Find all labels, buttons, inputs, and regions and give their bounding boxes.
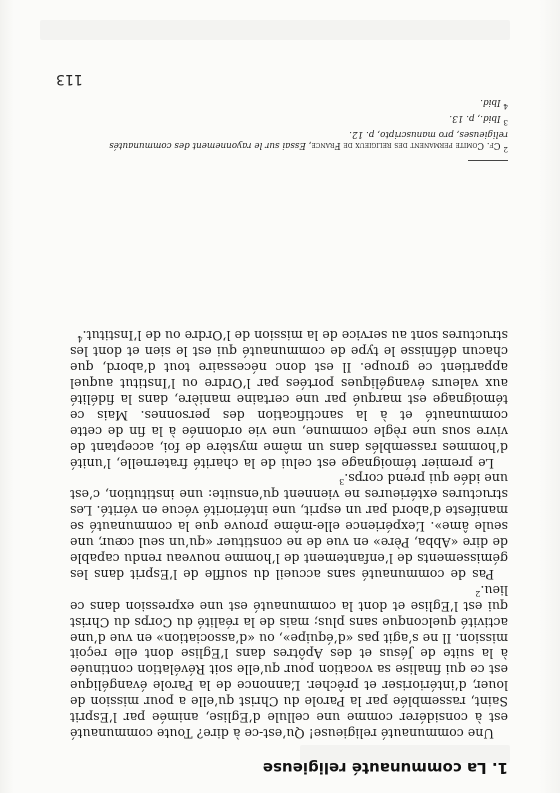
paragraph-3: Le premier témoignage est celui de la charité fraternelle, l’unité d’hommes rassemblés dans un même mystère de foi, acceptant de vivre sous une règle commune, une vie ordonnée à la fin de cette communauté et à la sanctification des personnes. Mais ce témoignage est marqué par une certaine manière, dans la fidélité aux valeurs évangéliques portées par l’Ordre ou l’Institut auquel appartient ce groupe. Il est donc nécessaire tout d’abord, que chacun définisse le type de communauté qui est le sien et dont les structures sont au service de la mission de l’Ordre ou de l’Institut.$^4$	[70, 328, 508, 471]
footnotes	[78, 96, 508, 155]
paragraph-1: Une communauté religieuse! Qu’est-ce à dire? Toute communauté est à considérer comme une cellule d’Eglise, animée par l’Esprit Saint, rassemblée par la Parole du Christ qu’elle a pour mission de louer, d’intérioriser et prêcher. L’annonce de la Parole évangélique est ce qui finalise sa vocation pour qu’elle soit Révélation continuée à la suite de Jésus et des Apôtres dans l’Eglise dont elle reçoit mission. Il ne s’agit pas «d’équipe», ou «d’association» en vue d’une activité quelconque sans plus; mais de la réalité du Corps du Christ qui est l’Eglise et dont la communauté est une expression dans ce lieu.$^2$	[70, 582, 508, 741]
footnote: $^4$ Ibid.	[480, 97, 508, 112]
note-marker: 4	[77, 334, 83, 344]
note-marker: 3	[339, 477, 345, 487]
footnote-rule	[468, 160, 508, 161]
section-heading: 1. La communauté religieuse	[262, 759, 508, 777]
body-text	[70, 327, 508, 741]
footnote: $^2$ Cf. Comite permanent des religieux de France, Essai sur le rayonnement des communautés religieuses, pro manuscripto, p. 12.	[109, 129, 508, 154]
page-number: 113	[56, 71, 83, 87]
note-marker: 2	[475, 589, 481, 599]
footnote: $^3$ Ibid., p. 13.	[449, 113, 508, 128]
paragraph-2: Pas de communauté sans accueil du souffle de l’Esprit dans les gémissements de l’enfantement de l’homme nouveau rendu capable de dire «Abba, Père» en vue de ne constituer «qu’un seul cœur, une seule âme». L’expérience elle-même prouve que la communauté se manifeste d’abord par un esprit, une intériorité vécue en vérité. Les structures extérieures ne viennent qu’ensuite: une institution, c’est une idée qui prend corps.$^3$	[70, 471, 508, 582]
